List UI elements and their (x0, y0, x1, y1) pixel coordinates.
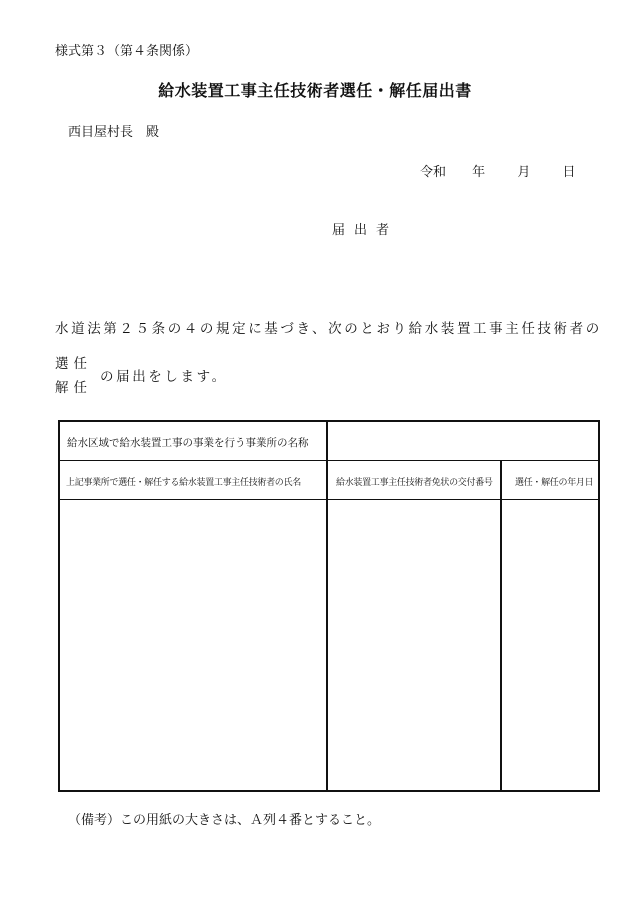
notification-table (58, 420, 600, 792)
addressee: 西目屋村長 殿 (68, 125, 160, 140)
office-name-divider (326, 422, 328, 460)
column-header-row (60, 461, 598, 500)
remarks: （備考）この用紙の大きさは、Ａ列４番とすること。 (68, 813, 381, 828)
column-header-license-number: 給水装置工事主任技術者免状の交付番号 (336, 478, 493, 488)
office-name-row (60, 422, 598, 461)
date-month-unit: 月 (517, 165, 531, 180)
body-sentence: 水道法第２５条の４の規定に基づき、次のとおり給水装置工事主任技術者の (55, 321, 602, 337)
column-divider (500, 461, 502, 790)
document-title: 給水装置工事主任技術者選任・解任届出書 (158, 81, 472, 100)
office-name-label: 給水区域で給水装置工事の事業を行う事業所の名称 (67, 437, 309, 449)
column-divider (326, 461, 328, 790)
date-line (420, 161, 575, 180)
option-dismiss: 解任 (55, 380, 92, 396)
date-era: 令和 (420, 165, 447, 180)
body-sentence-end: の届出をします。 (100, 369, 228, 385)
date-year-unit: 年 (472, 165, 486, 180)
form-number: 様式第３（第４条関係） (55, 44, 199, 59)
notifier-label: 届出者 (332, 223, 399, 238)
option-appoint: 選任 (55, 356, 92, 372)
column-header-engineer-name: 上記事業所で選任・解任する給水装置工事主任技術者の氏名 (66, 478, 301, 488)
date-day-unit: 日 (562, 165, 576, 180)
column-header-date: 選任・解任の年月日 (515, 478, 594, 488)
